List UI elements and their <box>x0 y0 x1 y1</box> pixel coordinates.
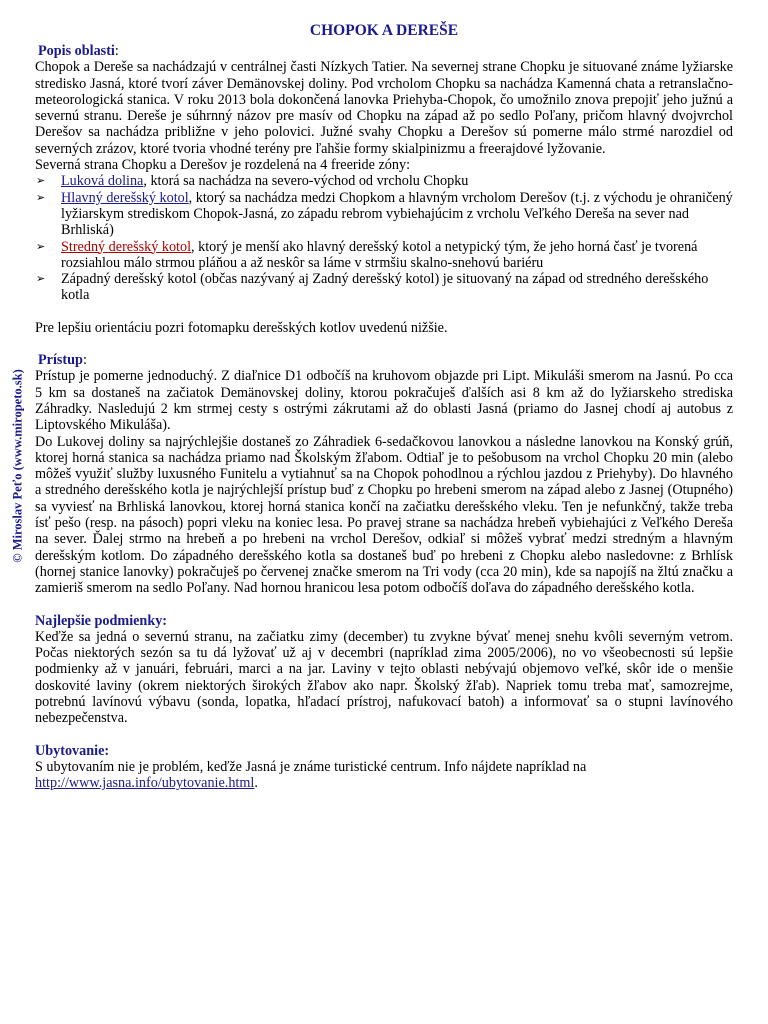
zone-text: , ktorý je menší ako hlavný derešský kotol a netypický tým, že jeho horná časť je tvorená rozsiahlou málo strmou pláňou a až neskôr sa láme v strmšiu skalno-snehovú bariéru <box>61 238 698 271</box>
copyright-watermark <box>10 366 26 566</box>
spacer <box>35 304 733 320</box>
popis-heading-line <box>35 43 733 59</box>
link-jasna-ubytovanie[interactable]: http://www.jasna.info/ubytovanie.html <box>35 775 255 792</box>
section-pristup <box>35 352 733 596</box>
pristup-paragraph-1: Prístup je pomerne jednoduchý. Z diaľnice D1 odbočíš na kruhovom objazde pri Lipt. Mikuláši smerom na Jasnú. Po cca 5 km sa dostaneš na začiatok Demänovskej doliny, ktorou pokračuješ ďalších asi 8 km až do lyžiarskeho strediska Záhradky. Nasledujú 2 km strmej cesty s ostrými zákrutami až do oblasti Jasná (priamo do Jasnej chodí aj autobus z Liptovského Mikuláša). <box>35 368 733 434</box>
zones-intro: Severná strana Chopku a Derešov je rozdelená na 4 freeride zóny: <box>35 157 411 174</box>
arrow-bullet-icon: ➢ <box>36 239 46 253</box>
section-podmienky <box>35 613 733 727</box>
zone-item-stredny <box>35 239 733 272</box>
podmienky-paragraph: Keďže sa jedná o severnú stranu, na začiatku zimy (december) tu zvykne bývať menej snehu kvôli severným vetrom. Počas niektorých sezón sa tu dá lyžovať už aj v decembri (napríklad zima 2005/2006), no vo všeobecnosti sú lepšie podmienky až v januári, februári, marci a na jar. Laviny v tejto oblasti nebývajú objemovo veľké, skôr ide o menšie doskovité laviny (okrem niektorých širokých žľabov ako napr. Školský žľab). Napriek tomu treba mať, samozrejme, potrebnú lavínovú výbavu (sonda, lopatka, hľadací prístroj, nafukovací batoh) a informovať sa o stupni lavínového nebezpečenstva. <box>35 628 733 727</box>
section-ubytovanie <box>35 743 733 792</box>
spacer <box>35 727 733 743</box>
popis-heading: Popis oblasti <box>38 43 115 59</box>
zone-text: Západný derešský kotol (občas nazývaný aj Zadný derešský kotol) je situovaný na západ od stredného derešského kotla <box>61 271 709 304</box>
link-hlavny-kotol[interactable]: Hlavný derešský kotol <box>61 189 189 206</box>
zone-text: , ktorý sa nachádza medzi Chopkom a hlavným vrcholom Derešov (t.j. z východu je ohraničený lyžiarskym strediskom Chopok-Jasná, zo západu rebrom vybiehajúcim z vrcholu Veľkého Dereša na sever nad Brhliská) <box>61 189 733 239</box>
spacer <box>35 336 733 352</box>
podmienky-heading: Najlepšie podmienky: <box>35 612 168 629</box>
link-stredny-kotol[interactable]: Stredný derešský kotol <box>61 238 192 255</box>
popis-heading-colon: : <box>114 43 119 59</box>
zone-item-hlavny <box>35 190 733 239</box>
ubytovanie-end: . <box>254 775 258 792</box>
page-title: CHOPOK A DEREŠE <box>309 22 459 39</box>
link-lukova-dolina[interactable]: Luková dolina <box>61 173 144 190</box>
zones-list <box>35 173 733 303</box>
ubytovanie-heading: Ubytovanie: <box>35 742 110 759</box>
arrow-bullet-icon: ➢ <box>36 190 46 204</box>
arrow-bullet-icon: ➢ <box>36 174 46 188</box>
ubytovanie-link-line <box>35 775 733 791</box>
orientation-note: Pre lepšiu orientáciu pozri fotomapku derešských kotlov uvedenú nižšie. <box>35 319 448 336</box>
zone-text: , ktorá sa nachádza na severo-východ od vrcholu Chopku <box>143 173 469 190</box>
arrow-bullet-icon: ➢ <box>36 272 46 286</box>
ubytovanie-text: S ubytovaním nie je problém, keďže Jasná je známe turistické centrum. Info nájdete napríklad na <box>35 758 587 775</box>
spacer <box>35 597 733 613</box>
section-popis <box>35 43 733 336</box>
watermark-text: © Miroslav Peťo (www.miropeto.sk) <box>10 369 25 563</box>
zone-item-lukova <box>35 173 733 189</box>
pristup-heading-colon: : <box>82 352 87 369</box>
pristup-paragraph-2: Do Lukovej doliny sa najrýchlejšie dostaneš zo Záhradiek 6-sedačkovou lanovkou a následne lanovkou na Konský grúň, ktorej horná stanica sa nachádza priamo nad Školským žľabom. Odtiaľ je to pešobusom na vrchol Chopku 20 min (alebo môžeš využiť služby luxusného Funitelu a vytiahnuť sa na Chopok pohodlnou a rýchlou jazdou z Priehyby). Do hlavného a stredného derešského kotla je najrýchlejší prístup buď z Chopku po hrebeni smerom na západ alebo z Jasnej (Otupného) sa vyviesť na Brhliská lanovkou, ktorej horná stanica končí na začiatku derešského vleku. Ten je nefunkčný, takže treba ísť pešo (resp. na pásoch) popri vleku na koniec lesa. Po pravej strane sa nachádza hrebeň vybiehajúci z Veľkého Dereša na sever. Ďalej strmo na hrebeň a po hrebeni na vrchol Derešov, odkiaľ si môžeš vybrať medzi stredným a hlavným derešským kotlom. Do západného derešského kotla sa dostaneš buď po hrebeni z Chopku alebo nasledovne: z Brhlísk (hornej stanice lanovky) pokračuješ po červenej značke smerom na Tri vody (cca 20 min), kde sa napojíš na žltú značku a zamieriš smerom na sedlo Poľany. Nad hornou hranicou lesa potom odbočíš doľava do západného derešského kotla. <box>35 433 733 597</box>
popis-paragraph: Chopok a Dereše sa nachádzajú v centrálnej časti Nízkych Tatier. Na severnej strane Chopku je situované známe lyžiarske stredisko Jasná, ktoré tvorí záver Demänovskej doliny. Pod vrcholom Chopku sa nachádza Kamenná chata a retranslačno-meteorologická stanica. V roku 2013 bola dokončená lanovka Priehyba-Chopok, čo umožnilo znova prepojiť jeho južnú a severnú stranu. Dereše je súhrnný názov pre masív od Chopku na západ až po sedlo Poľany, pričom hlavný dvojvrchol Derešov sa nachádza približne v jeho polovici. Južné svahy Chopku a Derešov sú pomerne málo strmé narozdiel od severných zrázov, ktoré tvoria vhodné terény pre ľahšie formy skialpinizmu a freerajdové lyžovanie. <box>35 59 733 157</box>
document-page <box>35 22 733 791</box>
pristup-heading: Prístup <box>38 352 83 369</box>
zone-item-zapadny <box>35 271 733 304</box>
pristup-heading-line <box>35 352 733 368</box>
